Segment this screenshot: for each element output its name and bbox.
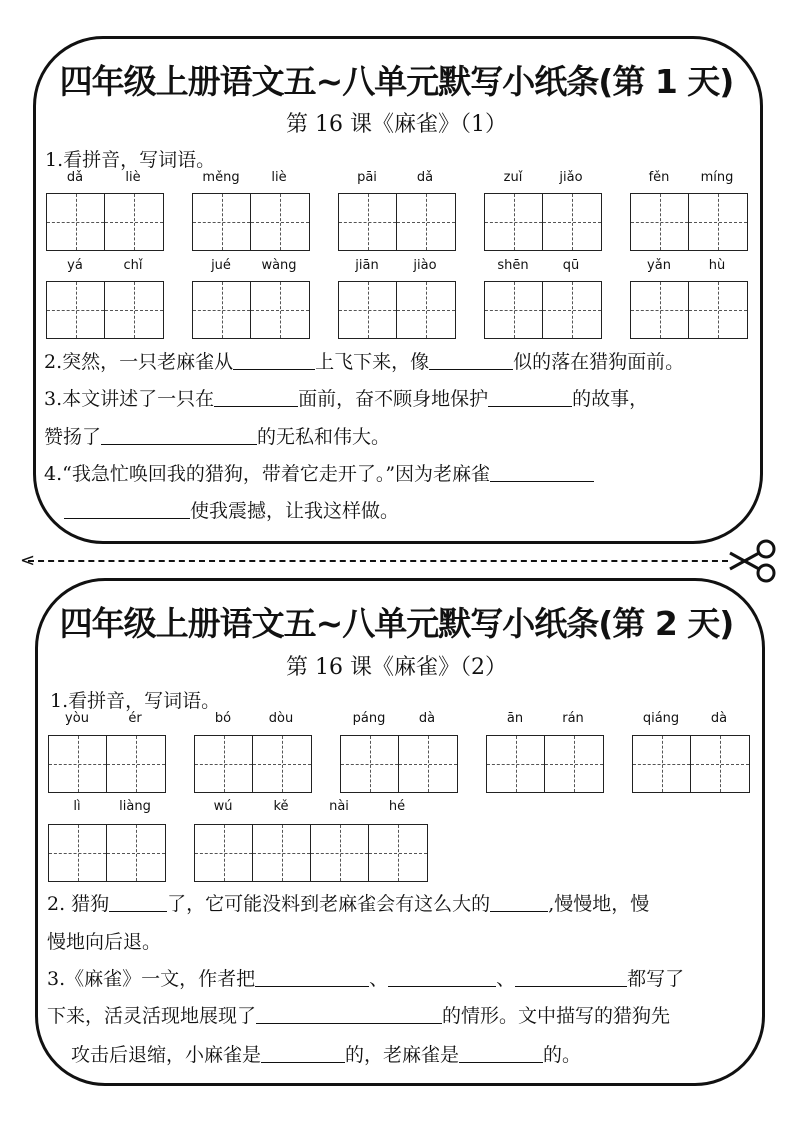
- pinyin-label: dòu: [268, 711, 294, 726]
- card2-q1: 1.看拼音，写词语。: [50, 690, 221, 712]
- answer-blank[interactable]: [101, 426, 257, 445]
- writing-cell[interactable]: [397, 194, 455, 250]
- writing-cell[interactable]: [107, 825, 165, 881]
- card1-q3-c: 的故事，: [572, 388, 649, 410]
- writing-grid[interactable]: [194, 824, 428, 882]
- writing-cell[interactable]: [633, 736, 691, 792]
- writing-cell[interactable]: [105, 282, 163, 338]
- pinyin-label: liè: [271, 170, 287, 185]
- pinyin-label: hù: [708, 258, 726, 273]
- pinyin-label: jué: [211, 258, 231, 273]
- card2-subtitle: 第 16 课《麻雀》（2）: [286, 655, 507, 680]
- pinyin-label: chǐ: [123, 258, 143, 273]
- card1-q4-line2: [64, 496, 399, 523]
- card1-q3-a: 3.本文讲述了一只在: [44, 388, 215, 410]
- pinyin-label: wú: [213, 799, 233, 814]
- writing-grid[interactable]: [630, 193, 748, 251]
- pinyin-label: liè: [125, 170, 141, 185]
- writing-cell[interactable]: [631, 282, 689, 338]
- writing-cell[interactable]: [543, 282, 601, 338]
- card1-q3-line2: [44, 422, 390, 449]
- writing-cell[interactable]: [311, 825, 369, 881]
- card1-q2-c: 似的落在猎狗面前。: [513, 351, 685, 373]
- card1-q4-a: 4.“我急忙唤回我的猎狗，带着它走开了。”因为老麻雀: [44, 463, 491, 485]
- writing-grid[interactable]: [484, 193, 602, 251]
- scissors-icon: [726, 538, 778, 584]
- pinyin-label: jiān: [355, 258, 379, 273]
- card2-title: 四年级上册语文五~八单元默写小纸条(第 2 天): [59, 604, 734, 643]
- answer-blank[interactable]: [233, 351, 315, 370]
- pinyin-label: rán: [562, 711, 584, 726]
- writing-cell[interactable]: [487, 736, 545, 792]
- writing-grid[interactable]: [340, 735, 458, 793]
- card1-q2: [44, 347, 684, 374]
- writing-cell[interactable]: [397, 282, 455, 338]
- pinyin-label: kě: [273, 799, 289, 814]
- pinyin-label: páng: [352, 711, 386, 726]
- answer-blank[interactable]: [490, 893, 548, 912]
- writing-grid[interactable]: [632, 735, 750, 793]
- writing-cell[interactable]: [689, 194, 747, 250]
- answer-blank[interactable]: [109, 893, 167, 912]
- pinyin-label: pāi: [357, 170, 377, 185]
- writing-grid[interactable]: [48, 735, 166, 793]
- writing-cell[interactable]: [47, 194, 105, 250]
- writing-cell[interactable]: [193, 194, 251, 250]
- card2-q3-b: 、: [369, 968, 389, 990]
- pinyin-label: dà: [710, 711, 728, 726]
- writing-cell[interactable]: [399, 736, 457, 792]
- answer-blank[interactable]: [64, 500, 190, 519]
- writing-grid[interactable]: [194, 735, 312, 793]
- writing-cell[interactable]: [195, 825, 253, 881]
- pinyin-label: dǎ: [416, 170, 434, 185]
- writing-cell[interactable]: [369, 825, 427, 881]
- writing-cell[interactable]: [49, 825, 107, 881]
- pinyin-label: dà: [418, 711, 436, 726]
- card2-q3-e: 下来，活灵活现地展现了: [47, 1005, 257, 1027]
- writing-cell[interactable]: [631, 194, 689, 250]
- pinyin-label: měng: [202, 170, 240, 185]
- card2-q3-line3: [71, 1040, 581, 1067]
- card2-q3-line2: [47, 1001, 670, 1028]
- pinyin-label: qiáng: [642, 711, 680, 726]
- card2-q3-h: 的，老麻雀是: [345, 1044, 460, 1066]
- card2-q2-a: 2. 猎狗: [47, 893, 110, 915]
- writing-grid[interactable]: [48, 824, 166, 882]
- answer-blank[interactable]: [490, 463, 594, 482]
- writing-cell[interactable]: [251, 282, 309, 338]
- writing-cell[interactable]: [47, 282, 105, 338]
- answer-blank[interactable]: [459, 1044, 543, 1063]
- pinyin-label: zuǐ: [503, 170, 523, 185]
- card2-q2-b: 了，它可能没料到老麻雀会有这么大的: [167, 893, 491, 915]
- pinyin-label: ér: [128, 711, 142, 726]
- answer-blank[interactable]: [255, 968, 369, 987]
- card1-q2-a: 2.突然，一只老麻雀从: [44, 351, 234, 373]
- card2-q2-c: ,慢慢地，慢: [548, 893, 650, 915]
- pinyin-label: yá: [67, 258, 83, 273]
- writing-cell[interactable]: [545, 736, 603, 792]
- pinyin-label: dǎ: [66, 170, 84, 185]
- card1-q3-d: 赞扬了: [44, 426, 102, 448]
- writing-grid[interactable]: [486, 735, 604, 793]
- pinyin-label: qū: [562, 258, 580, 273]
- pinyin-label: yǎn: [647, 258, 671, 273]
- cut-line: [28, 560, 728, 562]
- card1-q1: 1.看拼音，写词语。: [45, 149, 216, 171]
- pinyin-label: yòu: [65, 711, 89, 726]
- writing-cell[interactable]: [251, 194, 309, 250]
- writing-grid[interactable]: [484, 281, 602, 339]
- card1-q3-b: 面前，奋不顾身地保护: [298, 388, 489, 410]
- writing-cell[interactable]: [485, 194, 543, 250]
- pinyin-label: shēn: [497, 258, 529, 273]
- writing-grid[interactable]: [630, 281, 748, 339]
- card2-q3-d: 都写了: [627, 968, 685, 990]
- card1-q3-line1: [44, 384, 648, 411]
- card1-q4-line1: [44, 459, 594, 486]
- card2-q3-i: 的。: [543, 1044, 582, 1066]
- writing-cell[interactable]: [339, 194, 397, 250]
- writing-cell[interactable]: [49, 736, 107, 792]
- writing-grid[interactable]: [338, 281, 456, 339]
- pinyin-label: fěn: [648, 170, 670, 185]
- answer-blank[interactable]: [429, 351, 513, 370]
- answer-blank[interactable]: [261, 1044, 345, 1063]
- writing-cell[interactable]: [543, 194, 601, 250]
- pinyin-label: liàng: [119, 799, 151, 814]
- writing-cell[interactable]: [691, 736, 749, 792]
- writing-grid[interactable]: [46, 281, 164, 339]
- card1-subtitle: 第 16 课《麻雀》（1）: [286, 112, 507, 137]
- pinyin-label: bó: [214, 711, 232, 726]
- pinyin-label: nài: [329, 799, 349, 814]
- writing-cell[interactable]: [253, 736, 311, 792]
- pinyin-label: hé: [388, 799, 406, 814]
- card2-q3-g: 攻击后退缩，小麻雀是: [71, 1044, 262, 1066]
- pinyin-label: míng: [700, 170, 734, 185]
- answer-blank[interactable]: [488, 388, 572, 407]
- writing-grid[interactable]: [192, 281, 310, 339]
- writing-cell[interactable]: [195, 736, 253, 792]
- card2-q3-f: 的情形。文中描写的猎狗先: [442, 1005, 671, 1027]
- card2-q3-a: 3.《麻雀》一文，作者把: [47, 968, 256, 990]
- card1-q2-b: 上飞下来，像: [315, 351, 430, 373]
- pinyin-label: lì: [73, 799, 81, 814]
- writing-cell[interactable]: [107, 736, 165, 792]
- writing-grid[interactable]: [46, 193, 164, 251]
- writing-cell[interactable]: [193, 282, 251, 338]
- pinyin-label: wàng: [261, 258, 297, 273]
- pinyin-label: jiǎo: [559, 170, 583, 185]
- writing-cell[interactable]: [105, 194, 163, 250]
- answer-blank[interactable]: [256, 1005, 442, 1024]
- card1-q3-e: 的无私和伟大。: [257, 426, 391, 448]
- writing-cell[interactable]: [485, 282, 543, 338]
- writing-cell[interactable]: [253, 825, 311, 881]
- writing-grid[interactable]: [338, 193, 456, 251]
- card2-q3-c: 、: [496, 968, 516, 990]
- writing-cell[interactable]: [339, 282, 397, 338]
- card2-q2-line1: [47, 889, 649, 916]
- card1-q4-b: 使我震撼，让我这样做。: [190, 500, 400, 522]
- pinyin-label: ān: [506, 711, 524, 726]
- answer-blank[interactable]: [214, 388, 298, 407]
- card2-q2-line2: 慢地向后退。: [47, 931, 162, 953]
- answer-blank[interactable]: [515, 968, 627, 987]
- writing-cell[interactable]: [689, 282, 747, 338]
- writing-grid[interactable]: [192, 193, 310, 251]
- writing-cell[interactable]: [341, 736, 399, 792]
- arrow-left-icon: <: [20, 550, 36, 571]
- card2-q3-line1: [47, 964, 684, 991]
- card1-title: 四年级上册语文五~八单元默写小纸条(第 1 天): [59, 62, 734, 101]
- pinyin-label: jiào: [413, 258, 437, 273]
- answer-blank[interactable]: [388, 968, 496, 987]
